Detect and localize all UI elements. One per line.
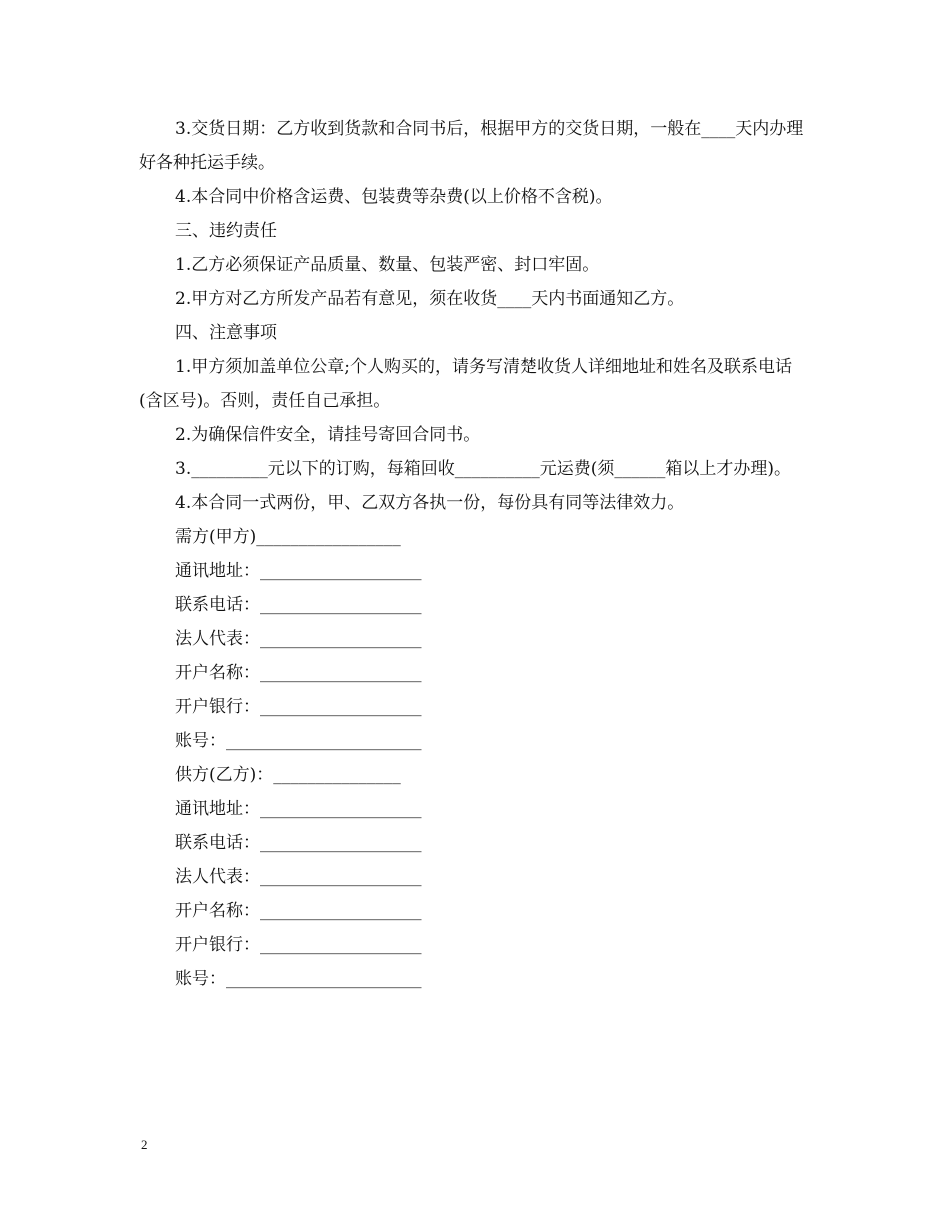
buyer-account-number-field: 账号：_______________________ <box>175 731 422 751</box>
clause-objection-notice: 2.甲方对乙方所发产品若有意见，须在收货____天内书面通知乙方。 <box>175 289 685 309</box>
supplier-legal-rep-field: 法人代表：___________________ <box>175 867 422 887</box>
buyer-phone-field: 联系电话：___________________ <box>175 595 422 615</box>
note-shipping-fee: 3._________元以下的订购，每箱回收__________元运费(须______箱以上才办理)。 <box>175 459 791 479</box>
supplier-phone-field: 联系电话：___________________ <box>175 833 422 853</box>
buyer-account-name-field: 开户名称：___________________ <box>175 663 422 683</box>
clause-delivery-date: 3.交货日期：乙方收到货款和合同书后，根据甲方的交货日期，一般在____天内办理好各种托运手续。 <box>139 119 804 173</box>
buyer-address-field: 通讯地址：___________________ <box>175 561 422 581</box>
clause-quality-guarantee: 1.乙方必须保证产品质量、数量、包装严密、封口牢固。 <box>175 255 600 275</box>
supplier-bank-field: 开户银行：___________________ <box>175 935 422 955</box>
note-official-seal: 1.甲方须加盖单位公章;个人购买的，请务写清楚收货人详细地址和姓名及联系电话(含区号)。否则，责任自己承担。 <box>139 357 792 411</box>
note-copies: 4.本合同一式两份，甲、乙双方各执一份，每份具有同等法律效力。 <box>175 493 685 513</box>
supplier-account-number-field: 账号：_______________________ <box>175 969 422 989</box>
document-body <box>139 112 811 996</box>
buyer-bank-field: 开户银行：___________________ <box>175 697 422 717</box>
section-heading-breach: 三、违约责任 <box>175 221 277 241</box>
buyer-party-field: 需方(甲方)_________________ <box>175 527 401 547</box>
buyer-legal-rep-field: 法人代表：___________________ <box>175 629 422 649</box>
supplier-address-field: 通讯地址：___________________ <box>175 799 422 819</box>
page-number: 2 <box>141 1137 148 1152</box>
section-heading-notes: 四、注意事项 <box>175 323 277 343</box>
clause-price-includes: 4.本合同中价格含运费、包装费等杂费(以上价格不含税)。 <box>175 187 613 207</box>
supplier-account-name-field: 开户名称：___________________ <box>175 901 422 921</box>
note-registered-mail: 2.为确保信件安全，请挂号寄回合同书。 <box>175 425 481 445</box>
supplier-party-field: 供方(乙方)：_______________ <box>175 765 401 785</box>
